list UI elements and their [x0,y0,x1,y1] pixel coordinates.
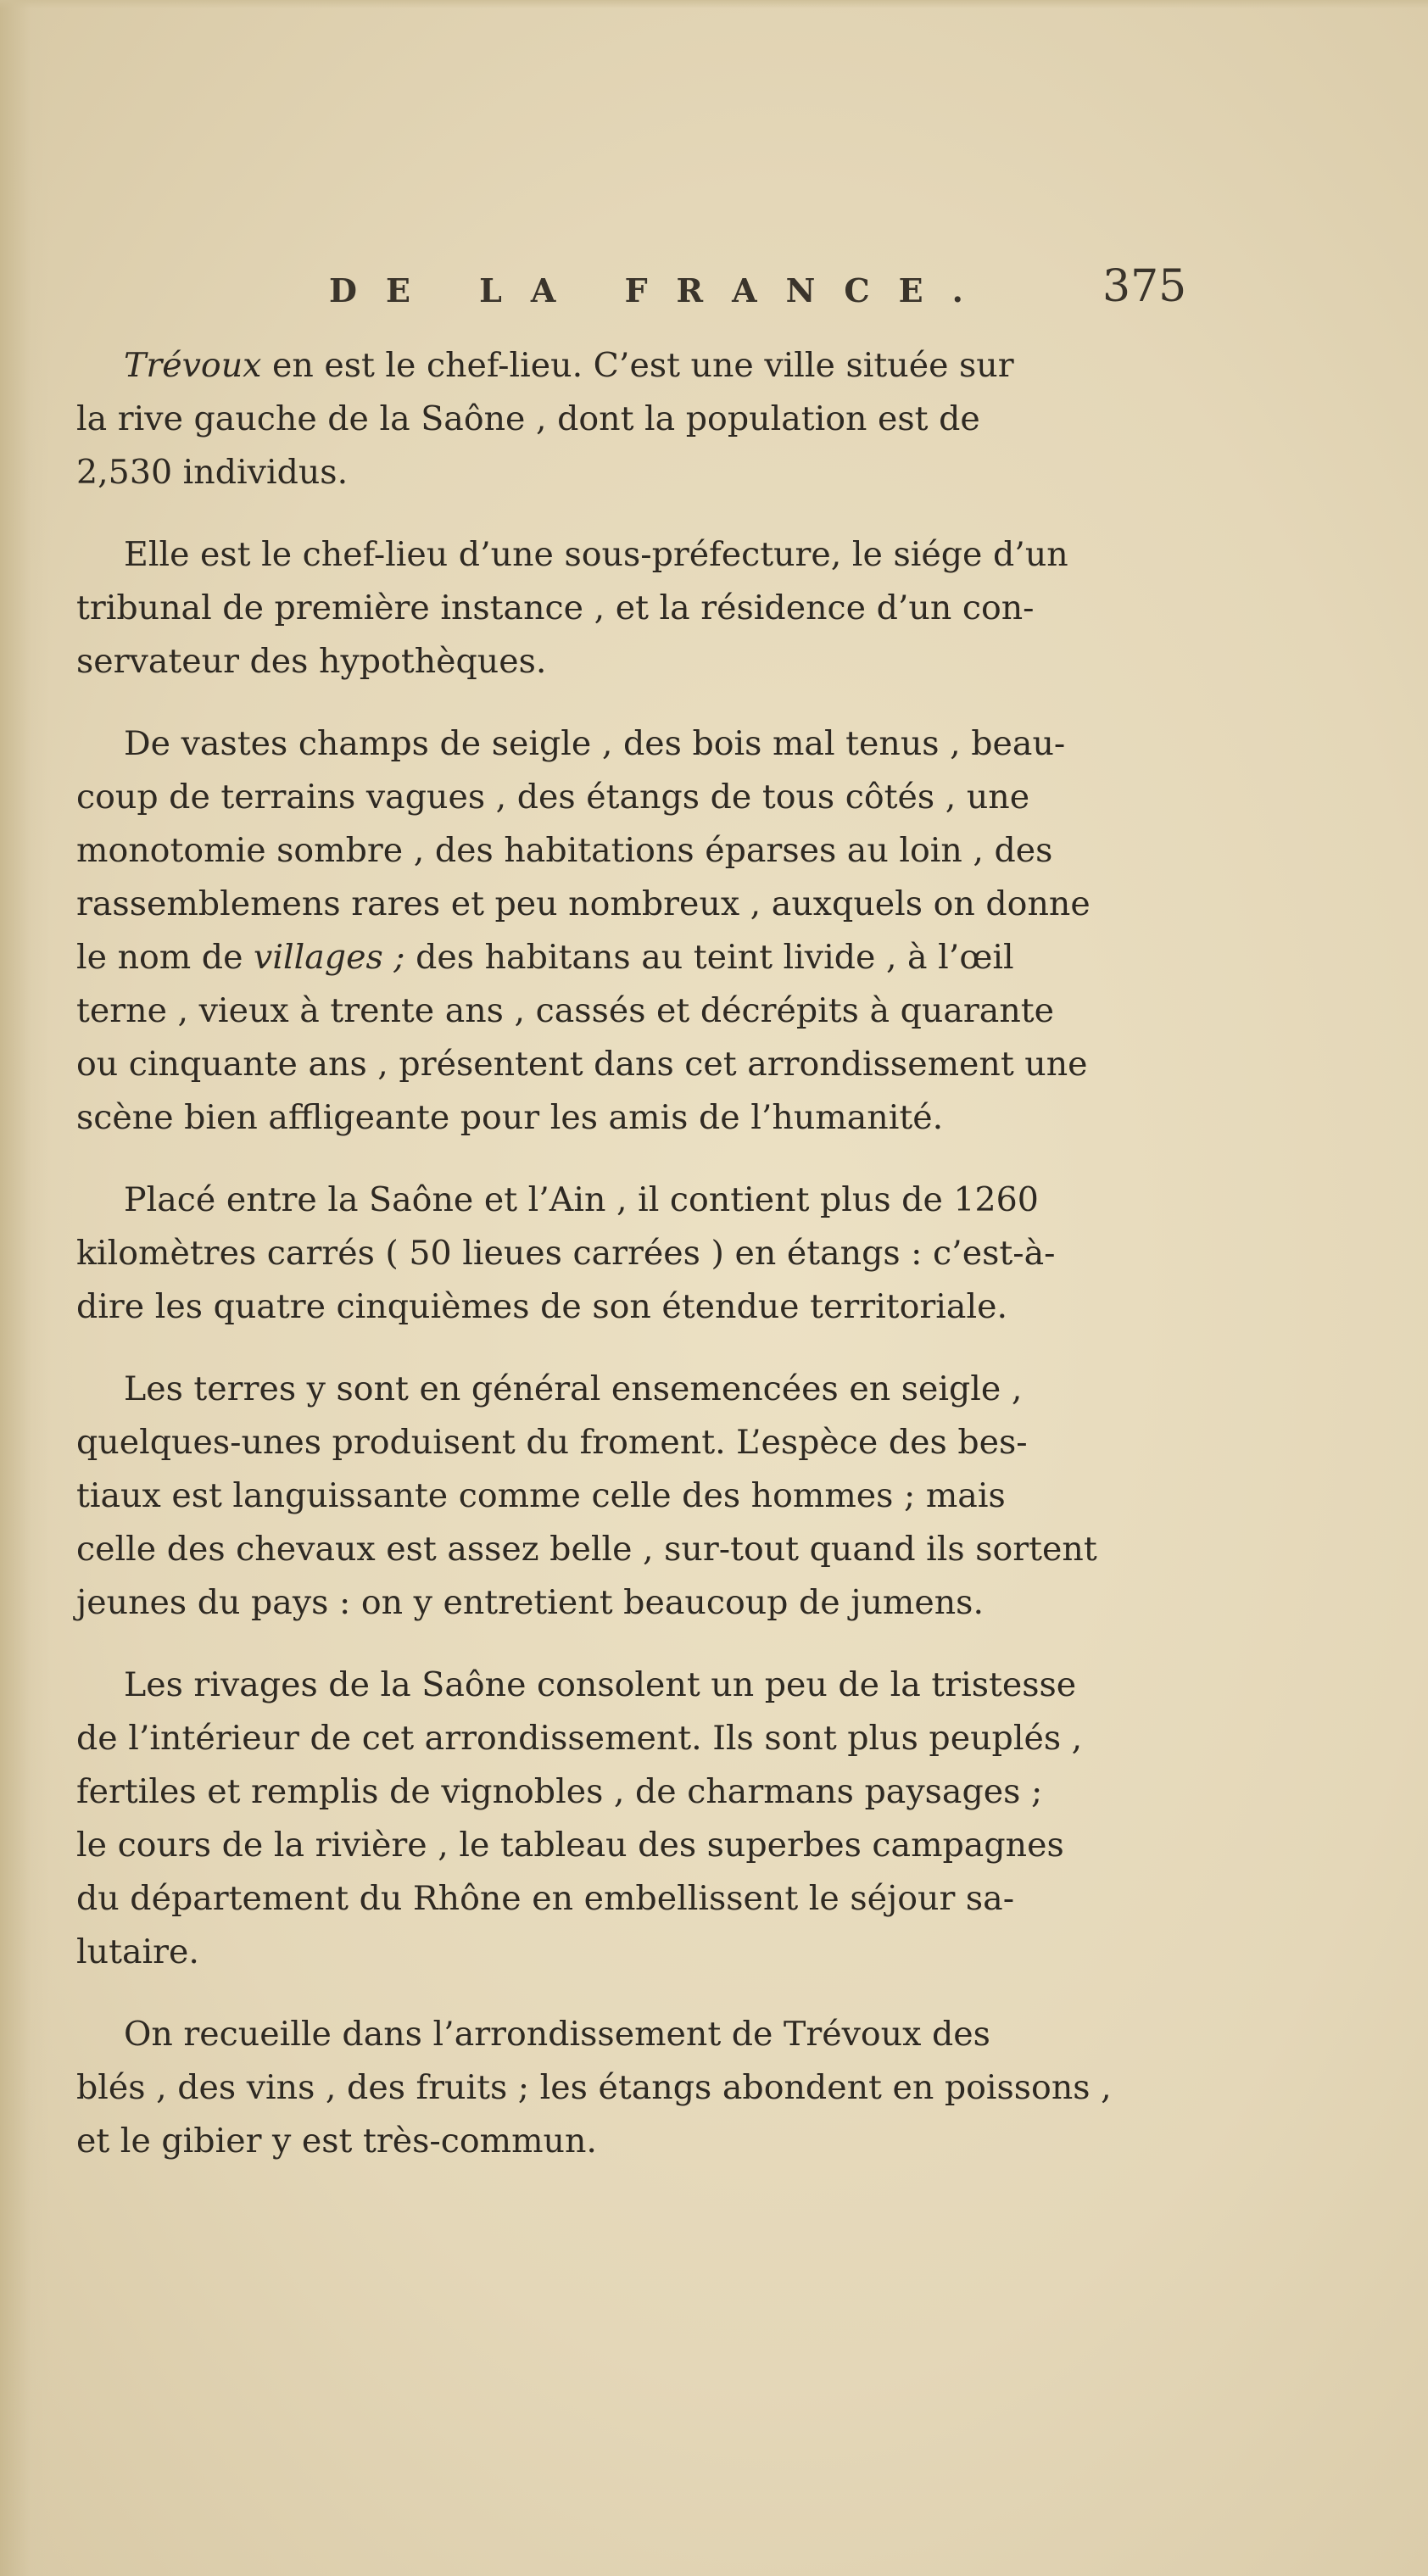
text-run: scène bien affligeante pour les amis de l’humanité. [76,1098,944,1137]
text-run: rassemblemens rares et peu nombreux , auxquels on donne [76,884,1091,923]
text-line [76,1038,1238,1091]
text-line [76,717,1238,771]
text-run: celle des chevaux est assez belle , sur-tout quand ils sortent [76,1530,1097,1569]
paragraph [76,1659,1238,1979]
text-line [76,2008,1238,2061]
text-run: On recueille dans l’arrondissement de Trévoux des [124,2015,990,2054]
text-run: du département du Rhône en embellissent le séjour sa- [76,1879,1015,1918]
text-line [76,1280,1238,1334]
text-run: 2,530 individus. [76,453,349,492]
text-line [76,1523,1238,1576]
text-run: coup de terrains vagues , des étangs de tous côtés , une [76,778,1030,817]
text-run: en est le chef-lieu. C’est une ville située sur [261,346,1014,385]
text-run: ou cinquante ans , présentent dans cet arrondissement une [76,1045,1088,1084]
text-run: monotomie sombre , des habitations éparses au loin , des [76,831,1053,870]
text-line [76,635,1238,689]
text-run: kilomètres carrés ( 50 lieues carrées ) en étangs : c’est-à- [76,1234,1056,1273]
text-line [76,1416,1238,1469]
text-run: servateur des hypothèques. [76,642,547,681]
text-line [76,446,1238,499]
paragraph [76,339,1238,499]
text-line [76,1872,1238,1926]
page-header [0,261,1428,329]
text-run: quelques-unes produisent du froment. L’espèce des bes- [76,1423,1028,1462]
text-line [76,393,1238,446]
text-line [76,2061,1238,2115]
text-run: Les terres y sont en général ensemencées en seigle , [124,1369,1023,1408]
text-run: Placé entre la Saône et l’Ain , il contient plus de 1260 [124,1180,1039,1219]
text-line [76,1091,1238,1145]
text-run: le nom de [76,938,254,977]
paragraph [76,717,1238,1145]
text-run: le cours de la rivière , le tableau des superbes campagnes [76,1826,1064,1865]
text-line [76,931,1238,984]
page-top-shadow [0,0,1428,8]
text-run: fertiles et remplis de vignobles , de charmans paysages ; [76,1772,1043,1811]
running-title: DE LA FRANCE. [329,271,992,309]
text-line [76,1363,1238,1416]
text-line [76,1227,1238,1280]
text-run: des habitans au teint livide , à l’œil [404,938,1014,977]
text-line [76,984,1238,1038]
text-run: lutaire. [76,1932,199,1971]
text-line [76,528,1238,582]
paragraph [76,1174,1238,1334]
text-line [76,1174,1238,1227]
text-line [76,878,1238,931]
text-line [76,1819,1238,1872]
text-run: De vastes champs de seigle , des bois mal tenus , beau- [124,724,1066,763]
text-run: Elle est le chef-lieu d’une sous-préfecture, le siége d’un [124,535,1068,574]
text-run: blés , des vins , des fruits ; les étangs abondent en poissons , [76,2068,1112,2107]
text-line [76,1469,1238,1523]
paragraph [76,528,1238,689]
paragraph [76,1363,1238,1630]
page-number: 375 [1102,261,1187,312]
body-text [76,339,1238,2197]
text-line [76,1659,1238,1712]
text-run: la rive gauche de la Saône , dont la population est de [76,399,980,438]
text-run: Les rivages de la Saône consolent un peu de la tristesse [124,1665,1077,1704]
page-edge-shadow [0,0,51,2576]
text-line [76,1712,1238,1765]
text-run: dire les quatre cinquièmes de son étendue territoriale. [76,1287,1008,1326]
italic-text: villages ; [254,938,405,977]
text-line [76,2115,1238,2168]
text-line [76,582,1238,635]
text-line [76,771,1238,824]
text-line [76,1926,1238,1979]
text-line [76,1576,1238,1630]
text-run: terne , vieux à trente ans , cassés et décrépits à quarante [76,991,1055,1030]
text-run: de l’intérieur de cet arrondissement. Ils sont plus peuplés , [76,1719,1083,1758]
text-line [76,824,1238,878]
paragraph [76,2008,1238,2168]
text-line [76,339,1238,393]
italic-text: Trévoux [124,346,262,385]
text-run: tiaux est languissante comme celle des hommes ; mais [76,1476,1006,1515]
text-run: tribunal de première instance , et la résidence d’un con- [76,588,1035,627]
text-run: et le gibier y est très-commun. [76,2122,597,2161]
text-line [76,1765,1238,1819]
text-run: jeunes du pays : on y entretient beaucoup de jumens. [76,1583,985,1622]
